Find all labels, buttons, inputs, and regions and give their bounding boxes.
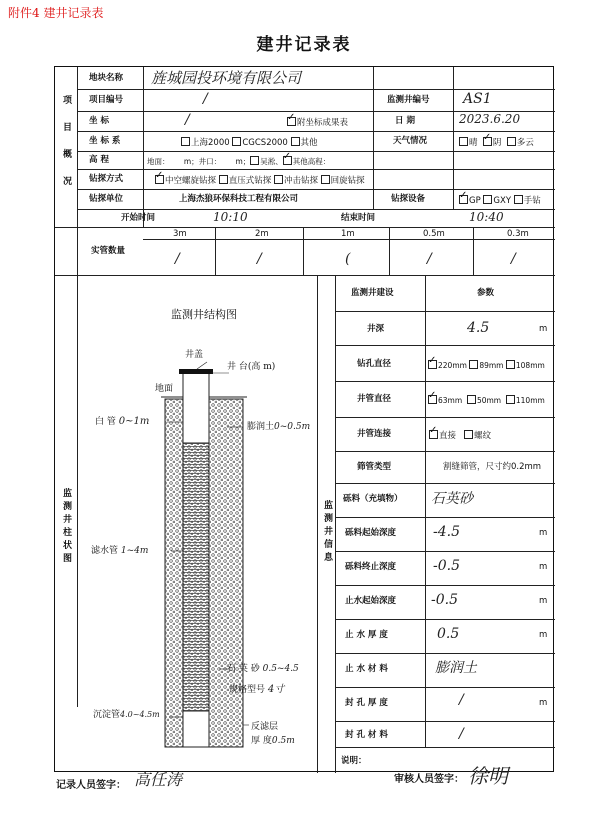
date-value: 2023.6.20 [459, 112, 521, 126]
sand-start-label: 砾料起始深度 [345, 528, 397, 538]
cap-thick-value: / [459, 692, 464, 708]
depth-unit: m [539, 324, 548, 334]
record-form [54, 66, 554, 772]
attachment-label: 附件4 建井记录表 [8, 6, 104, 20]
sand-start-value: -4.5 [433, 524, 460, 540]
spec-label: 规格型号 4寸 [229, 684, 285, 695]
screen-type-label: 筛管类型 [357, 462, 392, 472]
blank-pipe-value: 0~1m [118, 416, 150, 427]
reviewer-label: 审核人员签字： [394, 774, 464, 785]
well-no-value: AS1 [463, 91, 492, 107]
blank-pipe-label: 白 管 0~1m [95, 416, 150, 427]
sand-end-label: 砾料终止深度 [345, 562, 397, 572]
seal-thick-value: 0.5 [437, 626, 460, 642]
diagram-title: 监测井结构图 [171, 308, 237, 321]
project-no-label: 项目编号 [89, 95, 124, 105]
drill-method-options[interactable]: ✓ 中空螺旋钻探 直压式钻探 冲击钻探 回旋钻探 [155, 175, 365, 186]
pipe-05m-value: / [427, 251, 432, 267]
well-info-section-label: 监测井信息 [322, 499, 332, 565]
screen-pipe-label: 滤水管 1~4m [91, 546, 149, 556]
sump-pipe-value: 4.0~4.5m [120, 710, 160, 719]
start-time-value: 10:10 [213, 210, 248, 224]
drill-unit-value: 上海杰狼环保科技工程有限公司 [179, 194, 299, 204]
drill-device-label: 钻探设备 [391, 194, 426, 204]
well-structure-diagram [79, 277, 315, 757]
filter-layer-label: 反滤层 [251, 722, 279, 732]
thickness-label: 厚 度0.5m [251, 736, 295, 746]
pipe-3m-header: 3m [173, 229, 187, 239]
depth-value: 4.5 [467, 320, 490, 336]
spec-value: 4寸 [267, 684, 285, 695]
attach-coords-option[interactable]: ✓ 附坐标成果表 [287, 117, 348, 128]
pipe-dia-options[interactable]: ✓ 63mm 50mm 110mm [428, 395, 545, 405]
pipe-2m-value: / [257, 251, 262, 267]
start-time-label: 开始时间 [121, 213, 156, 223]
thickness-value: 0.5m [271, 736, 295, 746]
pipe-conn-label: 井管连接 [357, 429, 392, 439]
seal-mat-value: 膨润土 [435, 660, 477, 676]
weather-label: 天气情况 [393, 136, 428, 146]
coords-value: / [185, 112, 190, 128]
pipe-3m-value: / [175, 251, 180, 267]
drill-device-options[interactable]: ✓ GP GXY 手钻 [459, 195, 541, 206]
pipe-2m-header: 2m [255, 229, 269, 239]
seal-mat-label: 止 水 材 料 [345, 664, 388, 674]
overview-section-label: 项目概况 [61, 95, 71, 203]
sand-end-value: -0.5 [433, 558, 460, 574]
site-name-label: 地块名称 [89, 73, 124, 83]
sand-start-unit: m [539, 528, 548, 538]
cap-mat-value: / [459, 726, 464, 742]
quartz-sand-label: 石 英 砂 0.5~4.5 [227, 664, 299, 674]
coord-sys-options[interactable]: 上海2000 CGCS2000 其他 [181, 137, 318, 148]
ground-label: 地面 [155, 384, 174, 394]
recorder-label: 记录人员签字： [56, 780, 126, 791]
sump-pipe-label: 沉淀管4.0~4.5m [93, 710, 160, 720]
bentonite-value: 0~0.5m [274, 422, 311, 432]
page-title: 建井记录表 [256, 35, 352, 55]
param-header: 参数 [477, 288, 495, 298]
pipe-conn-options[interactable]: ✓ 直接 螺纹 [429, 430, 491, 441]
well-cap-label: 井盖 [185, 350, 204, 360]
pipe-dia-label: 井管直径 [357, 394, 392, 404]
screen-pipe-value: 1~4m [120, 546, 149, 556]
depth-label: 井深 [367, 324, 385, 334]
reviewer-signature: 徐明 [468, 764, 508, 788]
cap-mat-label: 封 孔 材 料 [345, 730, 388, 740]
pipe-03m-header: 0.3m [507, 229, 529, 239]
sand-end-unit: m [539, 562, 548, 572]
end-time-label: 结束时间 [341, 213, 376, 223]
platform-label: 井 台(高 m) [227, 362, 276, 372]
site-name-value: 旌城园投环境有限公司 [151, 69, 302, 87]
pipe-count-label: 实管数量 [91, 246, 126, 256]
pipe-1m-header: 1m [341, 229, 355, 239]
pipe-03m-value: / [511, 251, 516, 267]
recorder-signature: 高任涛 [134, 770, 183, 789]
sand-label: 砾料（充填物） [343, 494, 403, 504]
drill-unit-label: 钻探单位 [89, 194, 124, 204]
seal-start-value: -0.5 [431, 592, 458, 608]
well-build-header: 监测井建设 [351, 288, 394, 298]
quartz-sand-value: 0.5~4.5 [262, 664, 299, 674]
well-no-label: 监测井编号 [387, 95, 430, 105]
coord-sys-label: 坐 标 系 [89, 136, 121, 146]
date-label: 日 期 [395, 116, 415, 126]
bore-dia-label: 钻孔直径 [357, 359, 392, 369]
coords-label: 坐 标 [89, 116, 109, 126]
pipe-05m-header: 0.5m [423, 229, 445, 239]
screen-type-value: 割缝筛管，尺寸约0.2mm [443, 462, 542, 472]
cap-thick-label: 封 孔 厚 度 [345, 698, 388, 708]
seal-start-unit: m [539, 596, 548, 606]
note-label: 说明： [341, 756, 367, 766]
cap-thick-unit: m [539, 698, 548, 708]
weather-options[interactable]: 晴 ✓ 阴 多云 [459, 137, 534, 148]
project-no-value: / [203, 91, 208, 107]
pipe-1m-value: ( [345, 251, 351, 267]
sand-value: 石英砂 [431, 491, 473, 507]
seal-start-label: 止水起始深度 [345, 596, 397, 606]
elevation-label: 高 程 [89, 155, 109, 165]
elevation-fields[interactable]: 地面： m；井口： m； 吴淞、✓ 其他高程： [147, 156, 330, 166]
seal-thick-unit: m [539, 630, 548, 640]
bentonite-label: 膨润土0~0.5m [247, 422, 311, 432]
column-chart-section-label: 监测井柱状图 [61, 488, 71, 566]
seal-thick-label: 止 水 厚 度 [345, 630, 388, 640]
drill-method-label: 钻探方式 [89, 174, 124, 184]
bore-dia-options[interactable]: ✓ 220mm 89mm 108mm [428, 360, 545, 370]
end-time-value: 10:40 [469, 210, 504, 224]
